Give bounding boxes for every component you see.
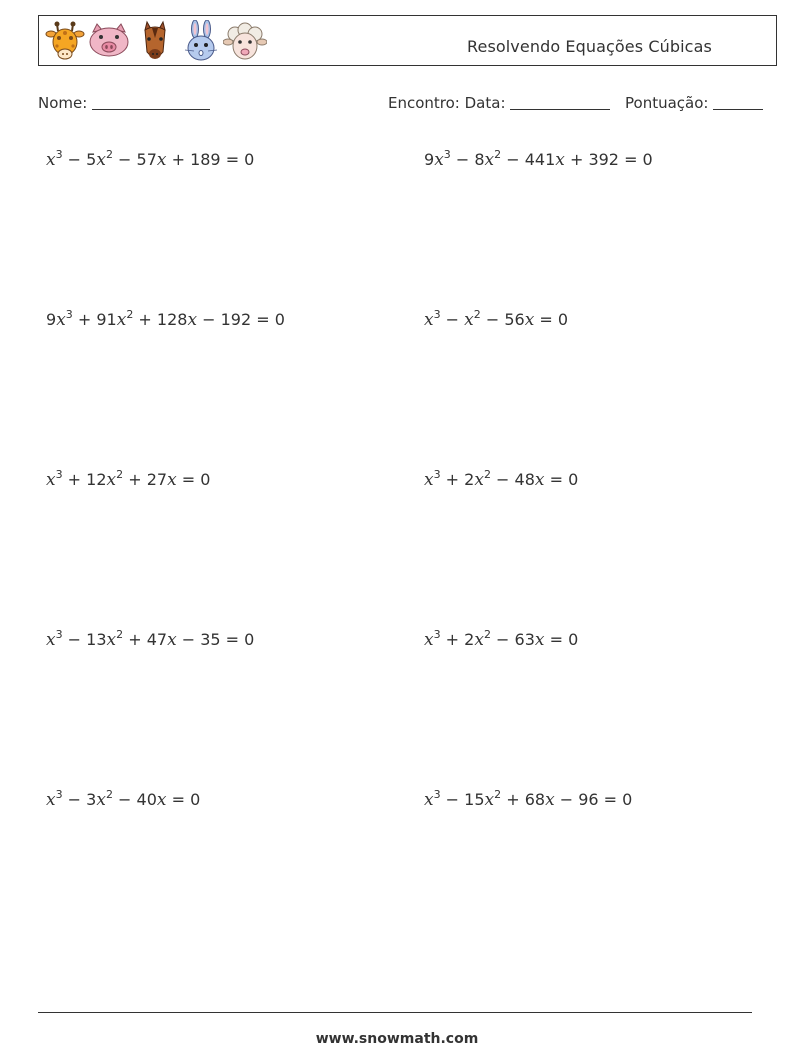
worksheet-title: Resolvendo Equações Cúbicas xyxy=(467,37,712,56)
score-label: Pontuação: xyxy=(625,94,709,112)
meeting-date-label: Encontro: Data: xyxy=(388,94,506,112)
problem-equation-5: $x^3 + 12x^2 + 27x = 0$ xyxy=(46,468,211,490)
problem-equation-1: $x^3 - 5x^2 - 57x + 189 = 0$ xyxy=(46,148,255,170)
rabbit-icon xyxy=(179,20,223,64)
problem-equation-10: $x^3 - 15x^2 + 68x - 96 = 0$ xyxy=(424,788,633,810)
name-blank[interactable] xyxy=(92,95,210,110)
score-blank[interactable] xyxy=(713,95,763,110)
problem-equation-3: $9x^3 + 91x^2 + 128x - 192 = 0$ xyxy=(46,308,285,330)
problem-equation-4: $x^3 - x^2 - 56x = 0$ xyxy=(424,308,569,330)
pig-icon xyxy=(87,20,131,64)
problem-equation-6: $x^3 + 2x^2 - 48x = 0$ xyxy=(424,468,579,490)
horse-icon xyxy=(133,20,177,64)
problem-equation-2: $9x^3 - 8x^2 - 441x + 392 = 0$ xyxy=(424,148,653,170)
header-box xyxy=(38,15,777,66)
footer-divider xyxy=(38,1012,752,1013)
problem-equation-8: $x^3 + 2x^2 - 63x = 0$ xyxy=(424,628,579,650)
giraffe-icon xyxy=(43,20,87,64)
problem-equation-7: $x^3 - 13x^2 + 47x - 35 = 0$ xyxy=(46,628,255,650)
date-blank[interactable] xyxy=(510,95,610,110)
footer-url: www.snowmath.com xyxy=(315,1031,479,1047)
meeting-date-field[interactable] xyxy=(388,94,610,112)
name-field[interactable] xyxy=(38,94,210,112)
score-field[interactable] xyxy=(625,94,763,112)
name-label: Nome: xyxy=(38,94,88,112)
sheep-icon xyxy=(223,20,267,64)
problem-equation-9: $x^3 - 3x^2 - 40x = 0$ xyxy=(46,788,201,810)
